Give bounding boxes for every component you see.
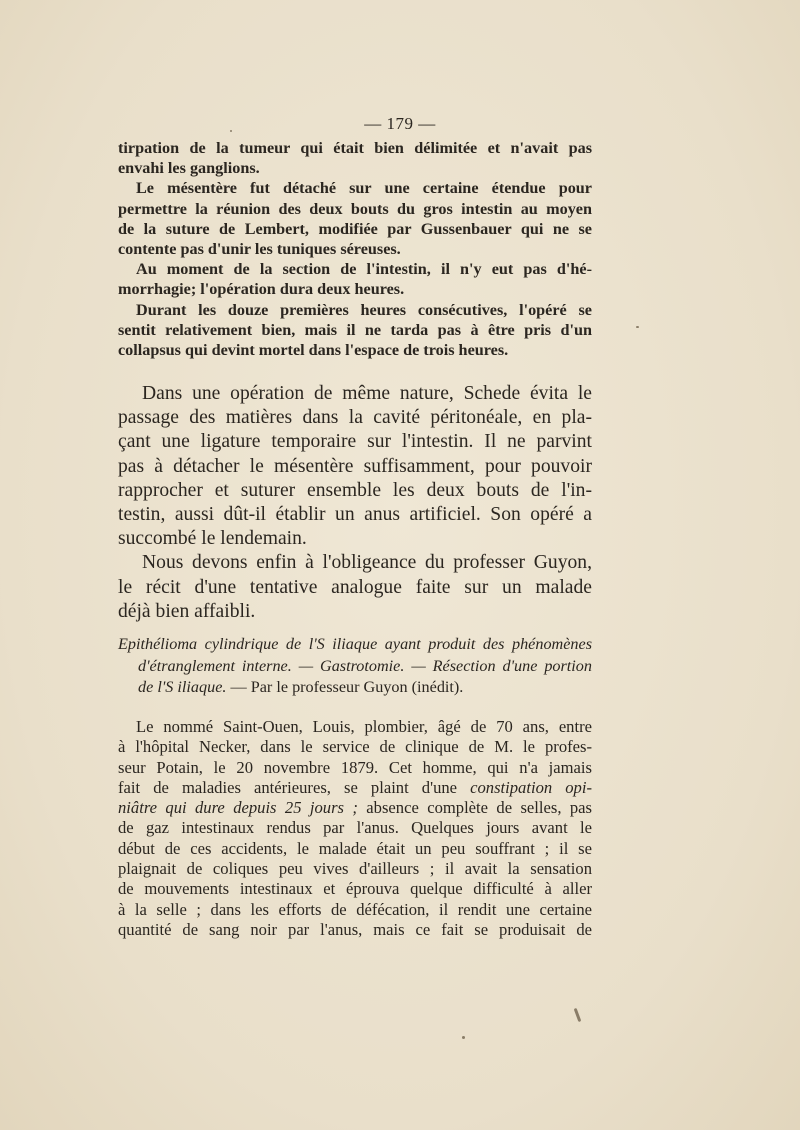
- text-line: Durant les douze premières heures consécutives, l'opéré se: [136, 300, 592, 319]
- text-line: Dans une opération de même nature, Schede évita le: [142, 383, 592, 404]
- paragraph-block-observation: [118, 717, 592, 940]
- heading-author-part: — Par le professeur Guyon (inédit).: [226, 678, 464, 697]
- text-line: contente pas d'unir les tuniques séreuses.: [118, 240, 401, 259]
- italic-span: constipation opi-: [470, 777, 592, 797]
- text-line: passage des matières dans la cavité péritonéale, en pla-: [118, 407, 592, 429]
- text-line: collapsus qui devint mortel dans l'espace de trois heures.: [118, 341, 509, 360]
- text-line: sentit relativement bien, mais il ne tarda pas à être pris d'un: [118, 320, 592, 339]
- text-line: seur Potain, le 20 novembre 1879. Cet homme, qui n'a jamais: [118, 757, 592, 777]
- case-heading: [118, 634, 592, 699]
- text-line: çant une ligature temporaire sur l'intestin. Il ne parvint: [118, 431, 592, 453]
- text-line: à l'hôpital Necker, dans le service de clinique de M. le profes-: [118, 737, 592, 757]
- text-line: quantité de sang noir par l'anus, mais ce fait se produisait de: [118, 919, 592, 939]
- paper-speck: [636, 326, 639, 328]
- paper-speck: [462, 1036, 465, 1039]
- text-line: de la suture de Lembert, modifiée par Gussenbauer qui ne se: [118, 219, 592, 238]
- text-line: début de ces accidents, le malade était un peu souffrant ; il se: [118, 838, 592, 858]
- text-line: Nous devons enfin à l'obligeance du professer Guyon,: [142, 552, 592, 574]
- text-line: de gaz intestinaux rendus par l'anus. Quelques jours avant le: [118, 818, 592, 838]
- text-line: de mouvements intestinaux et éprouva quelque difficulté à aller: [118, 879, 592, 899]
- text-span: absence complète de selles, pas: [357, 798, 592, 818]
- heading-line: [118, 677, 592, 699]
- text-line: pas à détacher le mésentère suffisamment, pour pouvoir: [118, 455, 592, 477]
- heading-line: d'étranglement interne. — Gastrotomie. — Résection d'une portion: [138, 656, 592, 675]
- text-line: Au moment de la section de l'intestin, il n'y eut pas d'hé-: [136, 260, 592, 279]
- text-line: morrhagie; l'opération dura deux heures.: [118, 280, 405, 299]
- italic-span: niâtre qui dure depuis 25 jours ;: [118, 798, 358, 818]
- paragraph-block-case-end: [118, 138, 592, 360]
- text-line: Le mésentère fut détaché sur une certaine étendue pour: [136, 179, 592, 198]
- paragraph-block-schede: [118, 382, 592, 624]
- text-line: le récit d'une tentative analogue faite sur un malade: [118, 576, 592, 598]
- page-number: — 179 —: [364, 114, 436, 133]
- heading-line: Epithélioma cylindrique de l'S iliaque ayant produit des phénomènes: [118, 635, 592, 653]
- text-line: [118, 778, 592, 798]
- text-line: envahi les ganglions.: [118, 159, 260, 178]
- text-line: testin, aussi dût-il établir un anus artificiel. Son opéré a: [118, 504, 592, 526]
- paper-speck: [574, 1008, 582, 1022]
- text-line: rapprocher et suturer ensemble les deux bouts de l'in-: [118, 479, 592, 501]
- text-line: à la selle ; dans les efforts de défécation, il rendit une certaine: [118, 899, 592, 919]
- text-line: succombé le lendemain.: [118, 528, 307, 550]
- heading-italic-part: de l'S iliaque.: [138, 678, 227, 697]
- text-line: tirpation de la tumeur qui était bien délimitée et n'avait pas: [118, 139, 592, 157]
- text-line: [118, 798, 592, 818]
- text-line: plaignait de coliques peu vives d'ailleurs ; il avait la sensation: [118, 859, 592, 879]
- text-span: fait de maladies antérieures, se plaint d'une: [118, 777, 471, 797]
- paper-speck: [230, 130, 232, 132]
- text-line: permettre la réunion des deux bouts du gros intestin au moyen: [118, 199, 592, 218]
- text-line: déjà bien affaibli.: [118, 600, 256, 622]
- text-line: Le nommé Saint-Ouen, Louis, plombier, âgé de 70 ans, entre: [136, 717, 592, 736]
